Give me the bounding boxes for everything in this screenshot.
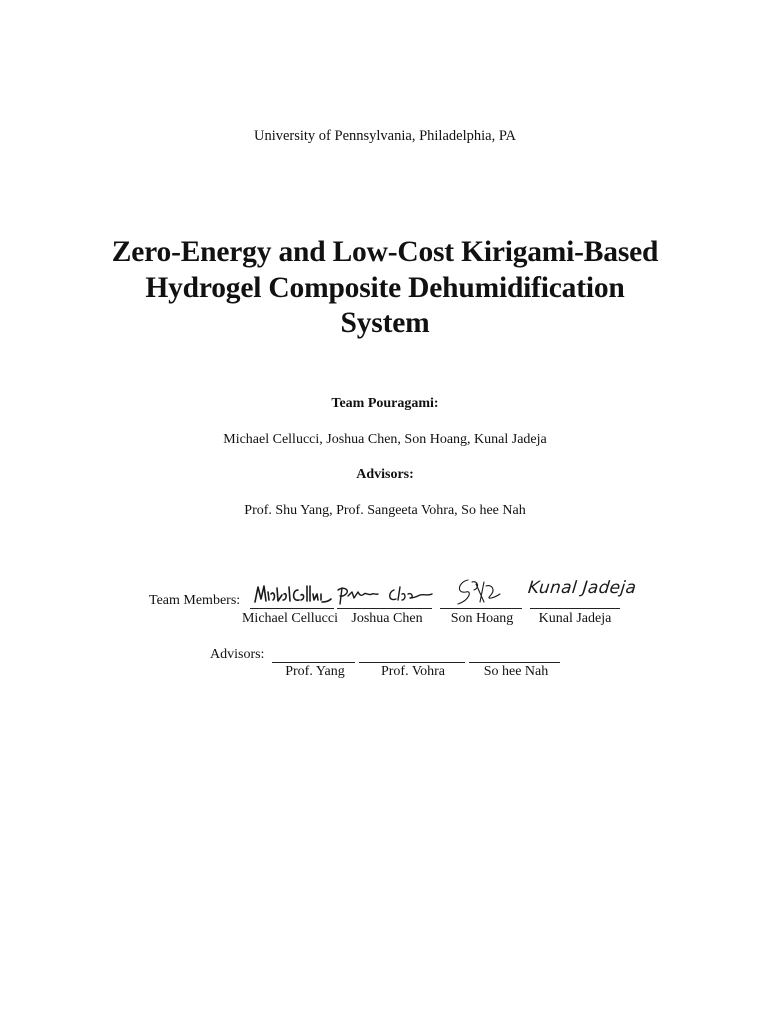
- signature-son-hoang: [450, 576, 510, 608]
- signer-name: Joshua Chen: [351, 611, 423, 626]
- signature-line: [359, 662, 465, 663]
- signer-name: So hee Nah: [483, 664, 549, 679]
- team-names: Michael Cellucci, Joshua Chen, Son Hoang, Kunal Jadeja: [223, 432, 547, 447]
- signature-line: [530, 608, 620, 609]
- signer-name: Kunal Jadeja: [538, 611, 612, 626]
- advisors-label: Advisors:: [210, 647, 265, 662]
- signer-name: Son Hoang: [450, 611, 514, 626]
- signer-name: Prof. Vohra: [380, 664, 446, 679]
- title-line-3: System: [340, 307, 430, 339]
- signature-kunal-jadeja: Kunal Jadeja: [526, 578, 638, 598]
- title-line-1: Zero-Energy and Low-Cost Kirigami-Based: [111, 236, 659, 268]
- signer-name: Michael Cellucci: [241, 611, 339, 626]
- signature-joshua-chen: [336, 582, 434, 608]
- title-line-2: Hydrogel Composite Dehumidification: [145, 272, 625, 304]
- signature-line: [440, 608, 522, 609]
- signature-line: [337, 608, 432, 609]
- team-heading: Team Pouragami:: [331, 396, 439, 411]
- signature-line: [272, 662, 355, 663]
- advisors-names: Prof. Shu Yang, Prof. Sangeeta Vohra, So hee Nah: [244, 503, 526, 518]
- team-members-label: Team Members:: [149, 593, 241, 608]
- signature-michael-cellucci: [252, 582, 332, 608]
- signature-line: [469, 662, 560, 663]
- advisors-heading: Advisors:: [356, 467, 414, 482]
- affiliation: University of Pennsylvania, Philadelphia, PA: [253, 128, 517, 144]
- signature-line: [250, 608, 334, 609]
- signer-name: Prof. Yang: [285, 664, 345, 679]
